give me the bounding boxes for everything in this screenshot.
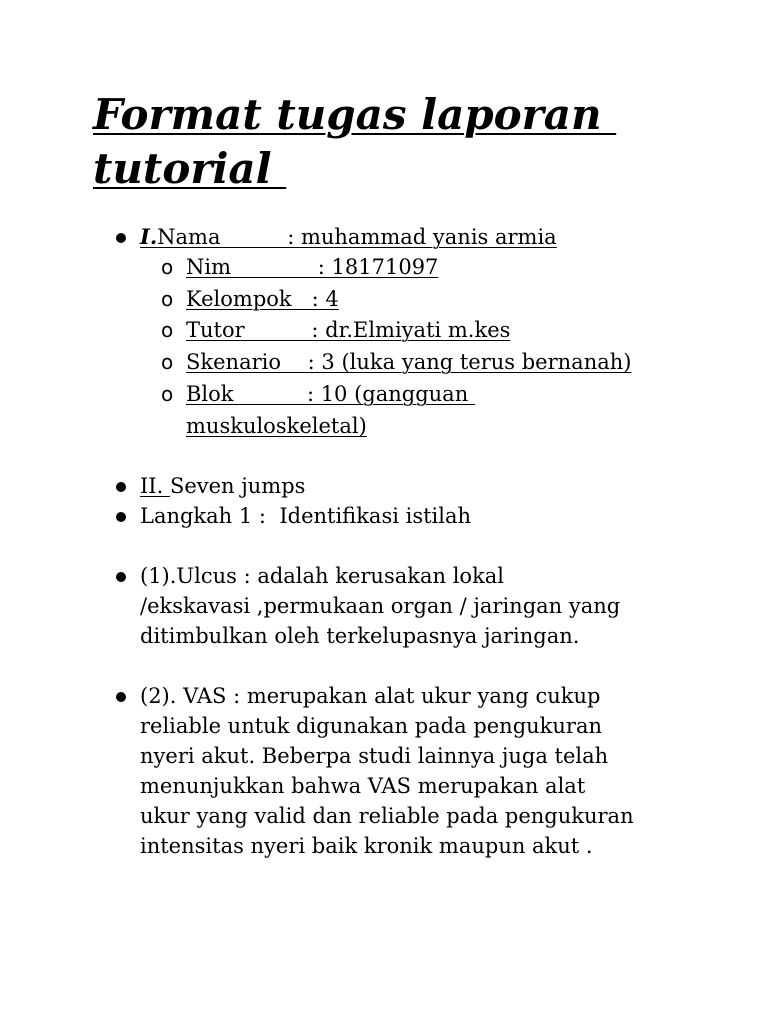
circle-bullet-icon: o (161, 382, 174, 406)
section-number: I. (140, 224, 158, 249)
nim-line: Nim : 18171097 (186, 255, 439, 279)
blok-line: Blok : 10 (gangguan (186, 382, 475, 406)
section2-number: II. (140, 474, 170, 498)
bullet-icon (116, 692, 126, 702)
kelompok-line: Kelompok : 4 (186, 287, 339, 311)
tutor-line: Tutor : dr.Elmiyati m.kes (186, 318, 511, 342)
circle-bullet-icon: o (161, 318, 174, 342)
nama-text: Nama : muhammad yanis armia (157, 225, 557, 249)
bullet-icon (116, 512, 126, 522)
identity-nama-line (140, 222, 557, 252)
term-vas: (2). VAS : merupakan alat ukur yang cukup reliable untuk digunakan pada pengukuran nyeri akut. Beberpa studi lainnya juga telah menunjukkan bahwa VAS merupakan alat ukur yang valid dan reliable pada pengukuran intensitas nyeri baik kronik maupun akut . (140, 684, 634, 858)
bullet-icon (116, 233, 126, 243)
langkah-line: Langkah 1 : Identifikasi istilah (140, 504, 472, 528)
blok-line-continued: muskuloskeletal) (186, 414, 367, 438)
skenario-line: Skenario : 3 (luka yang terus bernanah) (186, 350, 632, 374)
term-ulcus: (1).Ulcus : adalah kerusakan lokal /ekskavasi ,permukaan organ / jaringan yang ditimbulkan oleh terkelupasnya jaringan. (140, 564, 621, 648)
section2-line (140, 471, 305, 501)
bullet-icon (116, 482, 126, 492)
circle-bullet-icon: o (161, 287, 174, 311)
circle-bullet-icon: o (161, 255, 174, 279)
section2-label: Seven jumps (169, 474, 306, 498)
bullet-icon (116, 572, 126, 582)
document-title: Format tugas laporan tutorial (93, 90, 602, 193)
circle-bullet-icon: o (161, 350, 174, 374)
